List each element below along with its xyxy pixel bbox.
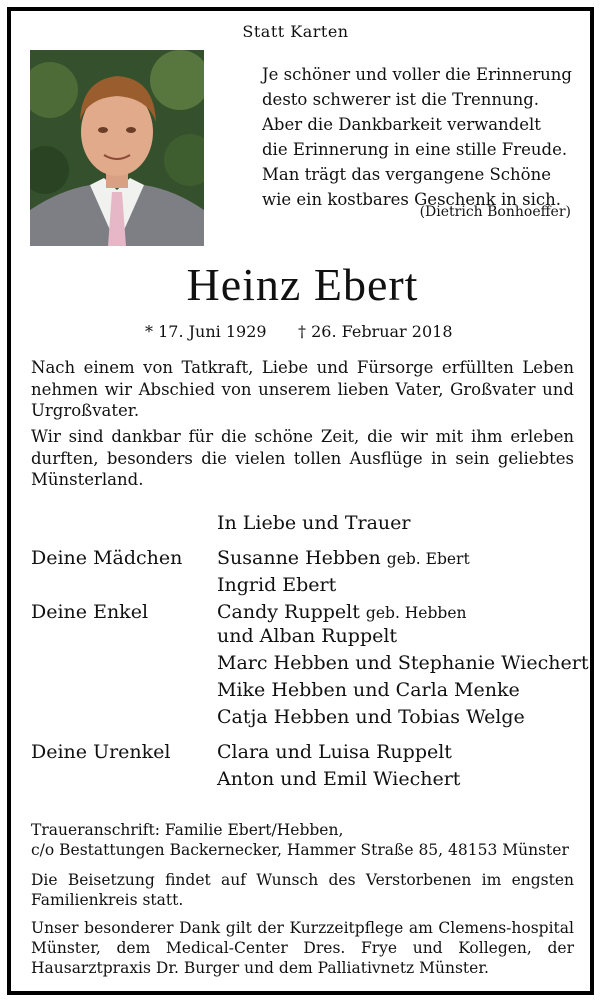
quote-line: die Erinnerung in eine stille Freude. <box>262 140 568 159</box>
header-text: Statt Karten <box>242 22 349 41</box>
family-member <box>217 679 520 701</box>
quote-line: Aber die Dankbarkeit verwandelt <box>262 115 541 134</box>
group-label-daughters: Deine Mädchen <box>31 547 183 569</box>
member-name: Marc Hebben und Stephanie Wiechert <box>217 652 589 674</box>
mourning-address <box>31 820 574 860</box>
member-name: Anton und Emil Wiechert <box>217 768 461 790</box>
portrait-photo <box>30 50 204 246</box>
member-name: und Alban Ruppelt <box>217 625 398 647</box>
quote-line: wie ein kostbares Geschenk in sich. <box>262 190 562 209</box>
member-name: Susanne Hebben <box>217 547 381 569</box>
family-member <box>217 547 470 569</box>
family-member <box>217 652 588 674</box>
member-note: geb. Hebben <box>365 604 467 622</box>
birth-date: * 17. Juni 1929 <box>145 322 267 341</box>
family-member <box>217 601 466 623</box>
member-name: Candy Ruppelt <box>217 601 360 623</box>
bonhoeffer-quote <box>262 62 582 212</box>
quote-line: Man trägt das vergangene Schöne <box>262 165 551 184</box>
family-member <box>217 768 460 790</box>
member-name: Ingrid Ebert <box>217 574 337 596</box>
family-member <box>217 574 336 596</box>
quote-attribution: (Dietrich Bonhoeffer) <box>419 204 571 220</box>
burial-note: Die Beisetzung findet auf Wunsch des Verstorbenen im engsten Familienkreis statt. <box>31 871 574 909</box>
group-label-grandchildren: Deine Enkel <box>31 601 149 623</box>
deceased-name: Heinz Ebert <box>186 259 419 310</box>
gratitude-paragraph: Wir sind dankbar für die schöne Zeit, die wir mit ihm erleben durften, besonders die vielen tollen Ausflüge in sein geliebtes Münsterland. <box>31 427 574 489</box>
member-name: Catja Hebben und Tobias Welge <box>217 706 525 728</box>
farewell-paragraph: Nach einem von Tatkraft, Liebe und Fürsorge erfüllten Leben nehmen wir Abschied von unserem lieben Vater, Großvater und Urgroßvater. <box>31 358 574 420</box>
member-name: Clara und Luisa Ruppelt <box>217 741 452 763</box>
group-label-great-grandchildren: Deine Urenkel <box>31 741 171 763</box>
family-member <box>217 741 452 763</box>
mourning-intro: In Liebe und Trauer <box>217 512 411 534</box>
family-member <box>217 625 397 647</box>
death-date: † 26. Februar 2018 <box>298 322 453 341</box>
quote-line: Je schöner und voller die Erinnerung <box>262 65 572 84</box>
thanks-note: Unser besonderer Dank gilt der Kurzzeitpflege am Clemens-hospital Münster, dem Medical-Center Dres. Frye und Kollegen, der Hausarztpraxis Dr. Burger und dem Palliativnetz Münster. <box>31 919 574 977</box>
family-member <box>217 706 525 728</box>
member-note: geb. Ebert <box>386 550 470 568</box>
quote-line: desto schwerer ist die Trennung. <box>262 90 540 109</box>
address-line: c/o Bestattungen Backernecker, Hammer Straße 85, 48153 Münster <box>31 841 569 859</box>
member-name: Mike Hebben und Carla Menke <box>217 679 520 701</box>
address-line: Traueranschrift: Familie Ebert/Hebben, <box>31 821 344 839</box>
